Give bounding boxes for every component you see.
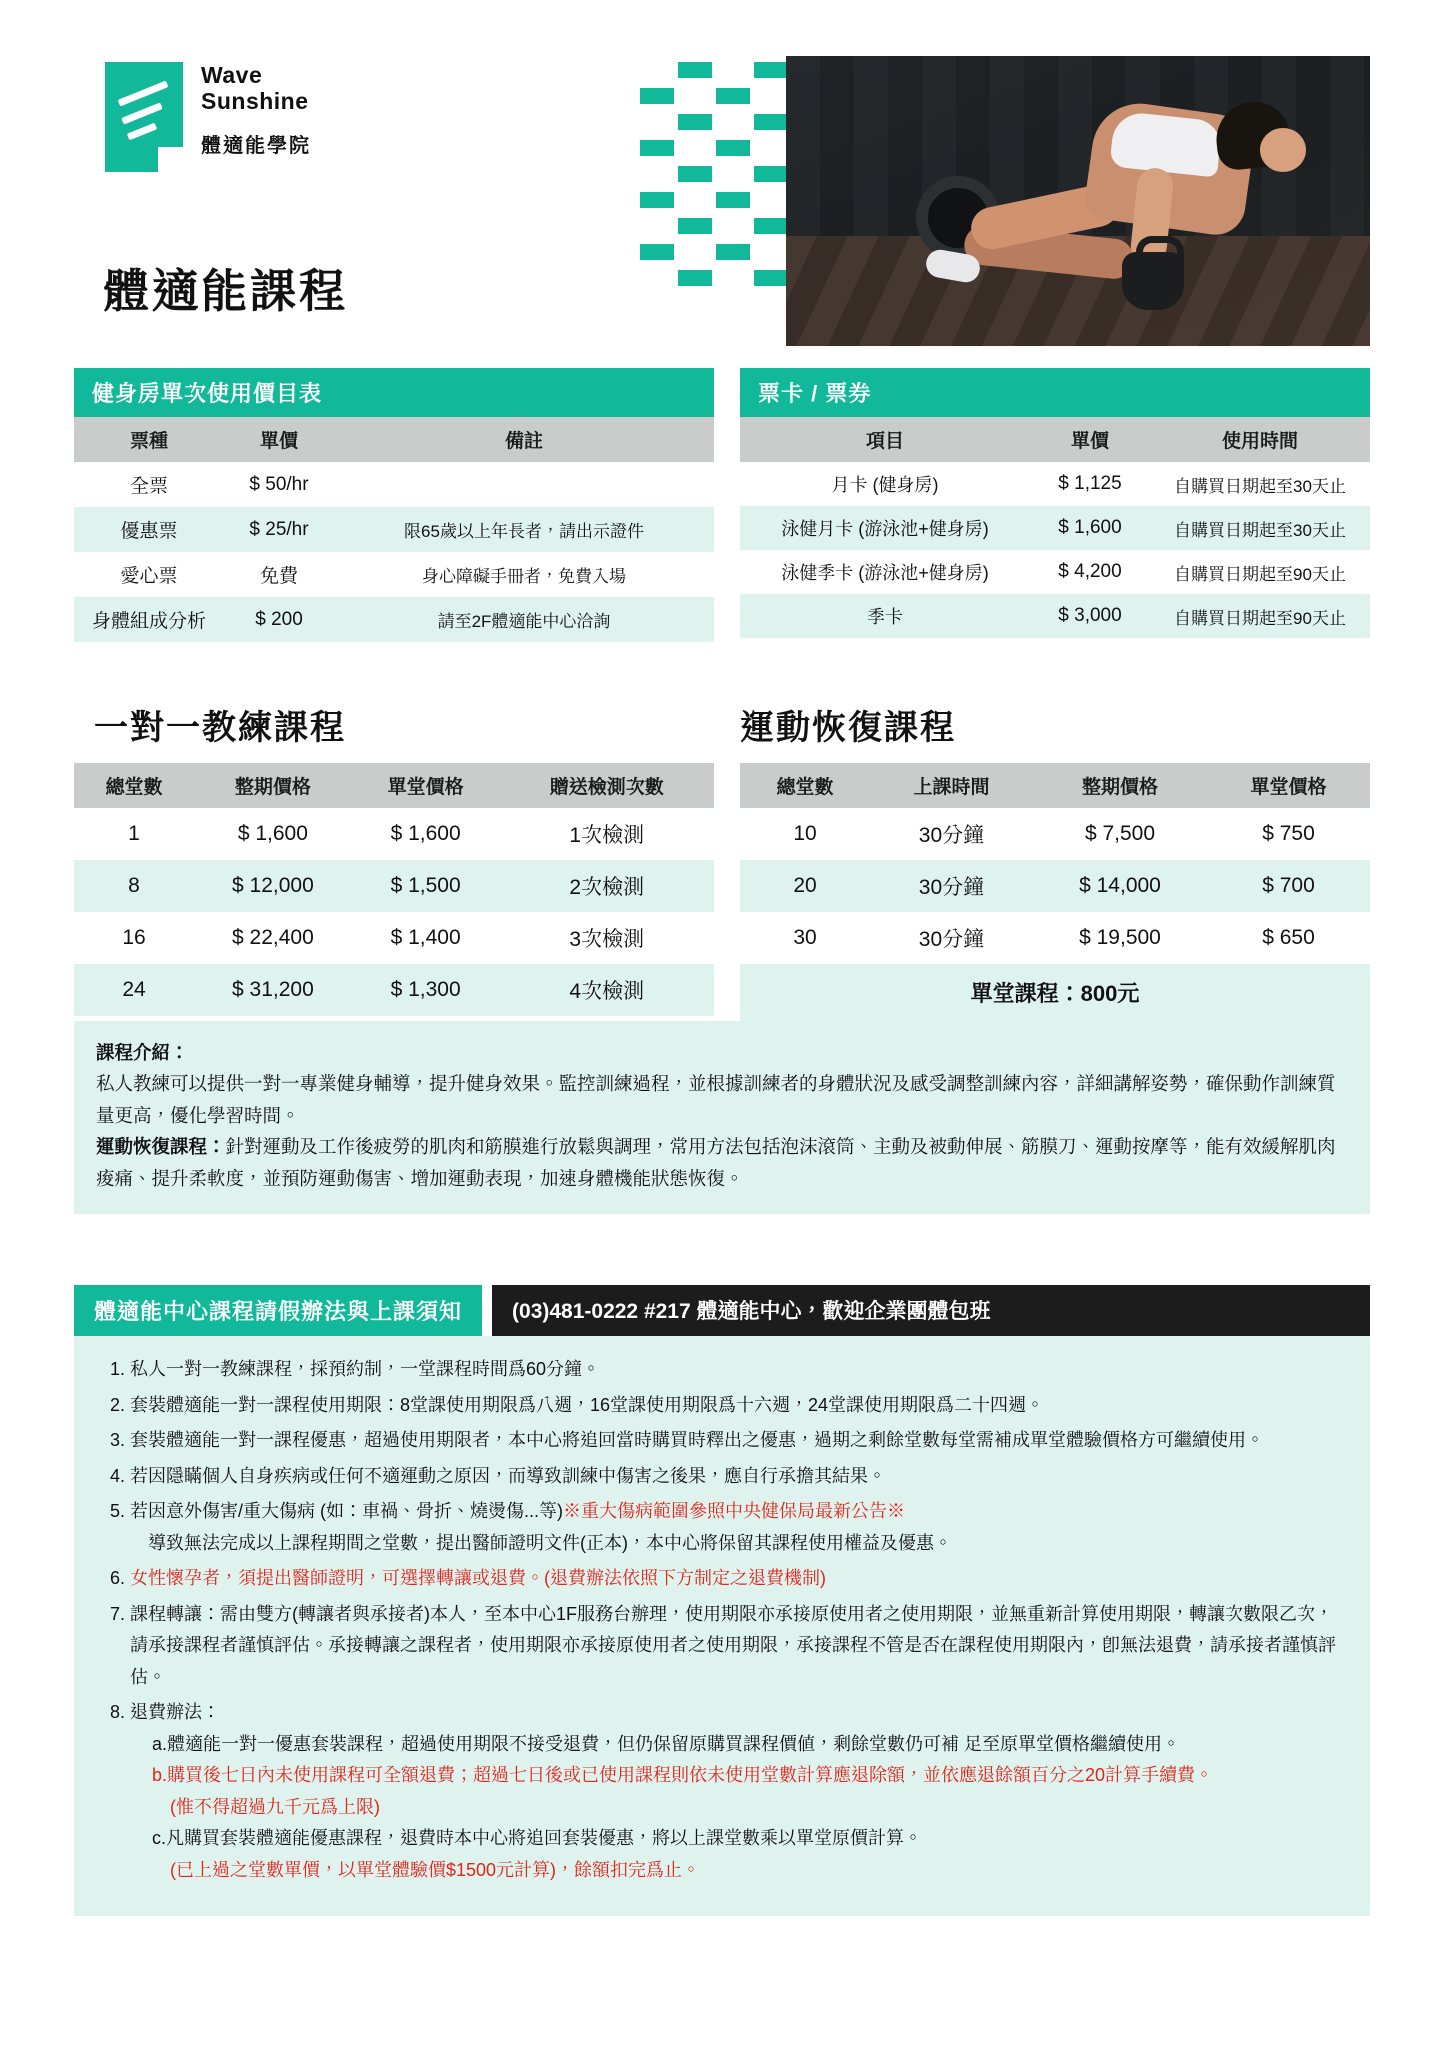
cell-package-price: $ 1,600 [194,808,352,860]
notice-item-6-highlight: 女性懷孕者，須提出醫師證明 [130,1568,364,1588]
cell-package-price: $ 31,200 [194,964,352,1016]
refund-b [130,1760,1340,1823]
notice-item-1: 1. 私人一對一教練課程，採預約制，一堂課程時間爲60分鐘。 [130,1354,1340,1386]
cell-unit-price: $ 1,400 [352,912,500,964]
cell-total-lessons: 24 [74,964,194,1016]
table-row [74,597,714,642]
cell-price: $ 200 [224,597,334,642]
cell-valid-period: 自購買日期起至90天止 [1150,594,1370,638]
cell-total-lessons: 1 [74,808,194,860]
ticket-cards-title: 票卡 / 票券 [740,368,1370,417]
personal-training-table [74,763,714,1016]
notice-item-2: 2. 套裝體適能一對一課程使用期限：8堂課使用期限爲八週，16堂課使用期限爲十六週，24堂課使用期限爲二十四週。 [130,1390,1340,1422]
table-row [740,550,1370,594]
refund-c-key: c. [152,1828,167,1848]
cell-package-price: $ 12,000 [194,860,352,912]
notice-contact: (03)481-0222 #217 體適能中心，歡迎企業團體包班 [492,1285,1370,1336]
table-row [74,808,714,860]
logo-block [105,62,311,172]
intro-paragraph-2 [96,1131,1348,1194]
cell-valid-period: 自購買日期起至30天止 [1150,462,1370,506]
cell-package-price: $ 14,000 [1033,860,1207,912]
table-header-row [74,763,714,808]
cell-total-lessons: 30 [740,912,870,964]
cell-package-price: $ 7,500 [1033,808,1207,860]
cell-price: $ 50/hr [224,462,334,507]
intro-paragraph-1 [96,1037,1348,1068]
col-header: 使用時間 [1150,417,1370,462]
cell-duration: 30分鐘 [870,808,1033,860]
courses-section [74,700,1370,1214]
refund-c-sub: (已上過之堂數單價，以單堂體驗價$1500元計算)，餘額扣完爲止。 [170,1859,701,1880]
ticket-cards-section [740,368,1370,642]
recovery-table-wrap [740,763,1370,1021]
refund-c-text: 凡購買套裝體適能優惠課程，退費時本中心將追回套裝優惠，將以上課堂數乘以單堂原價計算。 [166,1828,923,1848]
intro-text-1: 私人教練可以提供一對一專業健身輔導，提升健身效果。監控訓練過程，並根據訓練者的身體狀況及感受調整訓練內容，詳細講解姿勢，確保動作訓練質量更高，優化學習時間。 [96,1073,1336,1126]
cell-unit-price: $ 700 [1207,860,1370,912]
cell-price: $ 3,000 [1030,594,1150,638]
top-tables [74,368,1370,642]
refund-a-text: 體適能一對一優惠套裝課程，超過使用期限不接受退費，但仍保留原購買課程價値，剩餘堂數仍可補 足至原單堂價格繼續使用。 [167,1733,1181,1754]
col-header: 單堂價格 [352,763,500,808]
cell-free-tests: 2次檢測 [499,860,714,912]
table-row [740,594,1370,638]
cell-unit-price: $ 1,600 [352,808,500,860]
cell-unit-price: $ 650 [1207,912,1370,964]
cell-valid-period: 自購買日期起至90天止 [1150,550,1370,594]
col-header: 整期價格 [194,763,352,808]
table-row [74,552,714,597]
gym-single-use-title: 健身房單次使用價目表 [74,368,714,417]
notice-item-5-text: 若因意外傷害/重大傷病 (如：車禍、骨折、燒燙傷...等) [130,1501,563,1521]
notice-item-6-rest: ，可選擇轉讓或退費。(退費辦法依照下方制定之退費機制) [364,1568,826,1588]
cell-unit-price: $ 750 [1207,808,1370,860]
gym-single-use-section [74,368,714,642]
header [0,0,1444,330]
table-row [740,860,1370,912]
cell-total-lessons: 20 [740,860,870,912]
table-row [74,912,714,964]
notice-item-5-highlight: ※重大傷病範圍參照中央健保局最新公告※ [563,1501,905,1521]
brand-line-3: 體適能學院 [201,134,311,157]
col-header: 總堂數 [740,763,870,808]
notice-item-3: 3. 套裝體適能一對一課程優惠，超過使用期限者，本中心將追回當時購買時釋出之優惠，過期之剩餘堂數每堂需補成單堂體驗價格方可繼續使用。 [130,1425,1340,1457]
cell-ticket-type: 優惠票 [74,507,224,552]
cell-duration: 30分鐘 [870,860,1033,912]
notice-list [104,1354,1340,1886]
table-row [740,506,1370,550]
cell-duration: 30分鐘 [870,912,1033,964]
cell-unit-price: $ 1,500 [352,860,500,912]
cell-item: 月卡 (健身房) [740,462,1030,506]
table-header-row [740,763,1370,808]
cell-total-lessons: 10 [740,808,870,860]
cell-total-lessons: 16 [74,912,194,964]
cell-free-tests: 3次檢測 [499,912,714,964]
cell-ticket-type: 身體組成分析 [74,597,224,642]
ticket-cards-table [740,417,1370,638]
cell-price: $ 1,600 [1030,506,1150,550]
table-row [74,860,714,912]
intro-label-2: 運動恢復課程： [96,1136,226,1158]
table-row [74,507,714,552]
table-header-row [740,417,1370,462]
notice-item-8 [130,1697,1340,1886]
cell-price: $ 1,125 [1030,462,1150,506]
cell-valid-period: 自購買日期起至30天止 [1150,506,1370,550]
notice-item-5-continued: 導致無法完成以上課程期間之堂數，提出醫師證明文件(正本)，本中心將保留其課程使用權益及優惠。 [148,1532,952,1553]
notice-item-7: 7. 課程轉讓：需由雙方(轉讓者與承接者)本人，至本中心1F服務台辦理，使用期限亦承接原使用者之使用期限，並無重新計算使用期限，轉讓次數限乙次，請承接課程者謹慎評估。承接轉讓之課程者，使用期限亦承接原使用者之使用期限，承接課程不管是否在課程使用期限內，卽無法退費，請承接者謹慎評估。 [130,1599,1340,1694]
table-row [740,912,1370,964]
refund-b-sub: (惟不得超過九千元爲上限) [170,1796,380,1817]
col-header: 單價 [1030,417,1150,462]
col-header: 項目 [740,417,1030,462]
refund-b-key: b. [152,1765,168,1785]
notice-section [74,1285,1370,1916]
wave-sunshine-logo-icon [105,62,183,172]
notice-item-5 [130,1496,1340,1559]
cell-free-tests: 4次檢測 [499,964,714,1016]
col-header: 票種 [74,417,224,462]
cell-package-price: $ 19,500 [1033,912,1207,964]
notice-header [74,1285,1370,1336]
cell-free-tests: 1次檢測 [499,808,714,860]
course-introduction [74,1021,1370,1214]
gym-single-use-table [74,417,714,642]
cell-ticket-type: 愛心票 [74,552,224,597]
cell-item: 泳健月卡 (游泳池+健身房) [740,506,1030,550]
col-header: 單價 [224,417,334,462]
col-header: 總堂數 [74,763,194,808]
personal-training-table-wrap [74,763,714,1021]
refund-b-text: 購買後七日內未使用課程可全額退費；超過七日後或已使用課程則依未使用堂數計算應退除額，並依應退餘額百分之20計算手續費。 [167,1765,1214,1785]
col-header: 單堂價格 [1207,763,1370,808]
cell-ticket-type: 全票 [74,462,224,507]
brand-line-2: Sunshine [201,88,309,115]
cell-remark [334,462,714,507]
intro-text-2: 針對運動及工作後疲勞的肌肉和筋膜進行放鬆與調理，常用方法包括泡沫滾筒、主動及被動伸展、筋膜刀、運動按摩等，能有效緩解肌肉痠痛、提升柔軟度，並預防運動傷害、增加運動表現，加速身體機能狀態恢復。 [96,1136,1336,1189]
notice-body [74,1336,1370,1916]
cell-remark: 限65歲以上年長者，請出示證件 [334,507,714,552]
personal-training-title: 一對一教練課程 [94,709,346,747]
page-title: 體適能課程 [103,265,348,317]
logo-text [201,62,311,158]
recovery-title: 運動恢復課程 [740,709,956,747]
table-row [740,462,1370,506]
recovery-table [740,763,1370,1021]
table-row [740,808,1370,860]
cell-remark: 請至2F體適能中心洽詢 [334,597,714,642]
refund-a [130,1729,1340,1761]
notice-item-6 [130,1563,1340,1595]
table-row [74,462,714,507]
cell-item: 季卡 [740,594,1030,638]
intro-label-1: 課程介紹： [96,1042,189,1063]
courses-tables [74,763,1370,1021]
refund-c [130,1823,1340,1886]
notice-title: 體適能中心課程請假辦法與上課須知 [74,1285,482,1336]
cell-total-lessons: 8 [74,860,194,912]
cell-single-lesson-price: 單堂課程：800元 [740,964,1370,1021]
col-header: 贈送檢測次數 [499,763,714,808]
notice-item-4: 4. 若因隱瞞個人自身疾病或任何不適運動之原因，而導致訓練中傷害之後果，應自行承擔其結果。 [130,1461,1340,1493]
notice-item-8-label: 退費辦法： [130,1702,220,1722]
cell-price: $ 4,200 [1030,550,1150,594]
table-row [74,964,714,1016]
col-header: 備註 [334,417,714,462]
col-header: 上課時間 [870,763,1033,808]
table-row-single-lesson [740,964,1370,1021]
refund-a-key: a. [152,1733,168,1754]
col-header: 整期價格 [1033,763,1207,808]
table-header-row [74,417,714,462]
cell-item: 泳健季卡 (游泳池+健身房) [740,550,1030,594]
courses-headings [74,700,1370,749]
brand-line-1: Wave [201,62,263,88]
hero-photo [786,56,1370,346]
cell-package-price: $ 22,400 [194,912,352,964]
cell-remark: 身心障礙手冊者，免費入場 [334,552,714,597]
cell-unit-price: $ 1,300 [352,964,500,1016]
cell-price: $ 25/hr [224,507,334,552]
cell-price: 免費 [224,552,334,597]
